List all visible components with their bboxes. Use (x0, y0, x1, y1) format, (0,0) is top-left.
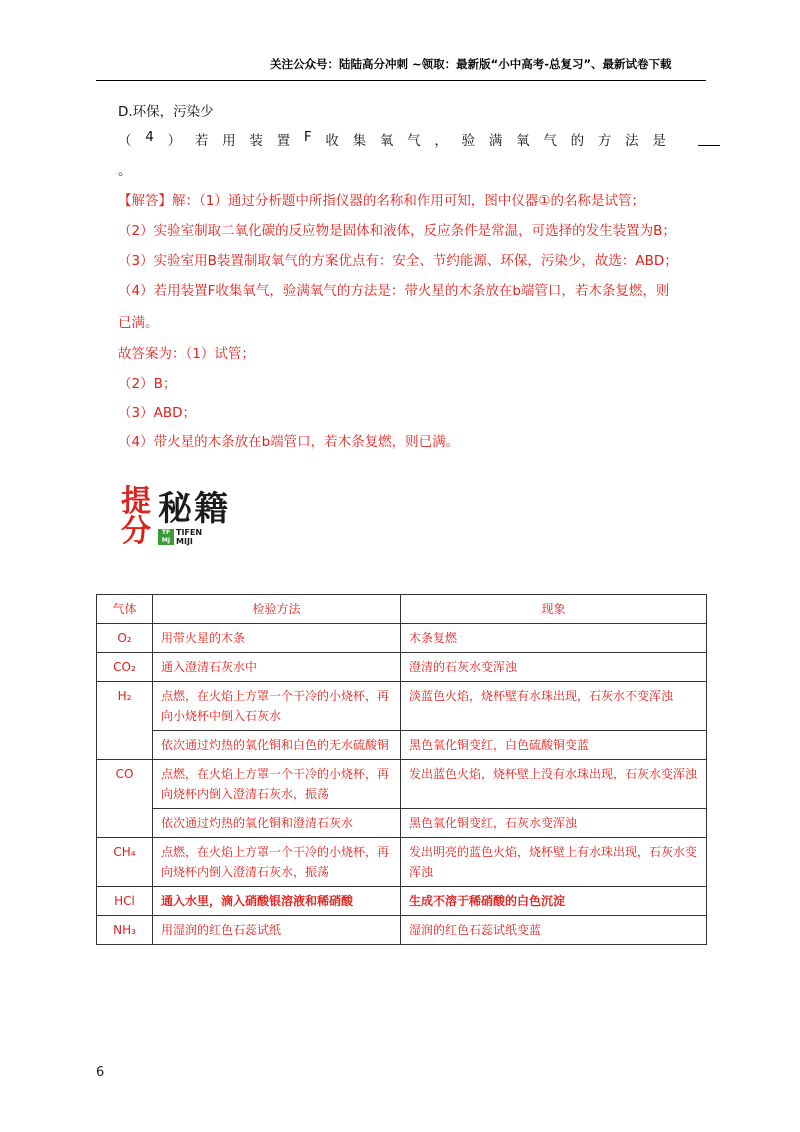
phenomenon-cell: 澄清的石灰水变浑浊 (401, 653, 707, 682)
logo-subtitle (176, 528, 202, 546)
phenomenon-cell: 湿润的红色石蕊试纸变蓝 (401, 916, 707, 945)
gas-cell: CO₂ (97, 653, 153, 682)
logo-subtitle-1: TIFEN (176, 528, 203, 537)
method-cell: 用带火星的木条 (153, 624, 401, 653)
method-cell: 依次通过灼热的氧化铜和澄清石灰水 (153, 809, 401, 838)
question-4-char: 用 (222, 133, 236, 149)
phenomenon-cell: 淡蓝色火焰，烧杯壁有水珠出现，石灰水不变浑浊 (401, 682, 707, 731)
analysis-line-3: （3）实验室用B装置制取氧气的方案优点有：安全、节约能源、环保，污染少，故选：ABD； (118, 253, 678, 269)
question-4-char: 的 (570, 133, 585, 149)
logo-stamp-char: 提 (121, 484, 151, 519)
header-gas: 气体 (97, 595, 153, 624)
question-4-char: 收 (325, 133, 339, 149)
question-4-char: 氧 (379, 133, 394, 149)
phenomenon-cell: 发出蓝色火焰，烧杯壁上没有水珠出现，石灰水变浑浊 (401, 760, 707, 809)
phenomenon-cell: 生成不溶于稀硝酸的白色沉淀 (401, 887, 707, 916)
analysis-line-2: （2）实验室制取二氧化碳的反应物是固体和液体，反应条件是常温，可选择的发生装置为B； (118, 223, 676, 239)
method-cell: 点燃，在火焰上方罩一个干冷的小烧杯，再向烧杯内倒入澄清石灰水，振荡 (153, 838, 401, 887)
question-4-char: 气 (543, 133, 557, 149)
logo-calligraphy: 秘籍 (158, 489, 230, 529)
gas-cell: O₂ (97, 624, 153, 653)
question-4-char: 置 (276, 133, 291, 149)
question-4-char: 验 (461, 133, 476, 149)
header-phenomenon: 现象 (401, 595, 707, 624)
gas-cell: NH₃ (97, 916, 153, 945)
answer-4: （4）带火星的木条放在b端管口，若木条复燃，则已满。 (118, 434, 460, 450)
gas-test-table (96, 594, 707, 945)
answer-2: （2）B； (118, 376, 177, 392)
table-row (97, 760, 707, 809)
analysis-line-1: 【解答】解：（1）通过分析题中所指仪器的名称和作用可知，图中仪器①的名称是试管； (118, 193, 645, 209)
page-header: 关注公众号：陆陆高分冲刺 ~领取：最新版“小中高考-总复习”、最新试卷下载 (270, 57, 672, 71)
question-4-char: （ (118, 133, 132, 149)
method-cell: 点燃，在火焰上方罩一个干冷的小烧杯，再向小烧杯中倒入石灰水 (153, 682, 401, 731)
logo-stamp-char: 分 (121, 514, 151, 549)
question-4-char: 集 (352, 133, 367, 149)
question-4-end: 。 (118, 163, 132, 179)
table-row (97, 809, 707, 838)
gas-cell: CH₄ (97, 838, 153, 887)
table-header-row (97, 595, 707, 624)
question-4-char: F (303, 129, 312, 145)
logo-badge: TF MJ (158, 529, 174, 545)
table-row (97, 838, 707, 887)
gas-cell: HCl (97, 887, 153, 916)
phenomenon-cell: 木条复燃 (401, 624, 707, 653)
question-4-char: ， (434, 133, 448, 149)
tifen-miji-logo (118, 484, 248, 553)
gas-cell: CO (97, 760, 153, 838)
question-4-char: 4 (145, 129, 154, 145)
question-4-char: 满 (488, 133, 503, 149)
question-4-char: 法 (625, 133, 639, 149)
question-4 (118, 129, 666, 149)
question-4-char: 是 (652, 133, 666, 149)
table-row (97, 887, 707, 916)
analysis-line-5: 已满。 (118, 315, 159, 331)
question-4-char: 装 (249, 133, 263, 149)
header-rule (96, 80, 706, 81)
question-4-char: 氧 (516, 133, 530, 149)
method-cell: 依次通过灼热的氧化铜和白色的无水硫酸铜 (153, 731, 401, 760)
phenomenon-cell: 黑色氧化铜变红，石灰水变浑浊 (401, 809, 707, 838)
method-cell: 通入澄清石灰水中 (153, 653, 401, 682)
question-4-char: 方 (597, 133, 612, 149)
option-d: D.环保，污染少 (118, 104, 214, 120)
table-row (97, 916, 707, 945)
question-4-char: ） (167, 133, 182, 149)
answer-blank (698, 145, 720, 146)
question-4-char: 气 (407, 133, 421, 149)
header-method: 检验方法 (153, 595, 401, 624)
answer-title: 故答案为：（1）试管； (118, 346, 255, 362)
logo-subtitle-2: MIJI (176, 537, 193, 546)
table-row (97, 731, 707, 760)
method-cell: 点燃，在火焰上方罩一个干冷的小烧杯，再向烧杯内倒入澄清石灰水，振荡 (153, 760, 401, 809)
answer-3: （3）ABD； (118, 405, 196, 421)
question-4-char: 若 (194, 133, 209, 149)
page-number: 6 (96, 1065, 105, 1080)
phenomenon-cell: 黑色氧化铜变红，白色硫酸铜变蓝 (401, 731, 707, 760)
gas-cell: H₂ (97, 682, 153, 760)
phenomenon-cell: 发出明亮的蓝色火焰，烧杯壁上有水珠出现，石灰水变浑浊 (401, 838, 707, 887)
table-row (97, 682, 707, 731)
logo-stamp (118, 484, 154, 549)
method-cell: 通入水里，滴入硝酸银溶液和稀硝酸 (153, 887, 401, 916)
table-row (97, 624, 707, 653)
analysis-line-4: （4）若用装置F收集氧气，验满氧气的方法是：带火星的木条放在b端管口，若木条复燃，则 (118, 283, 670, 299)
method-cell: 用湿润的红色石蕊试纸 (153, 916, 401, 945)
table-row (97, 653, 707, 682)
